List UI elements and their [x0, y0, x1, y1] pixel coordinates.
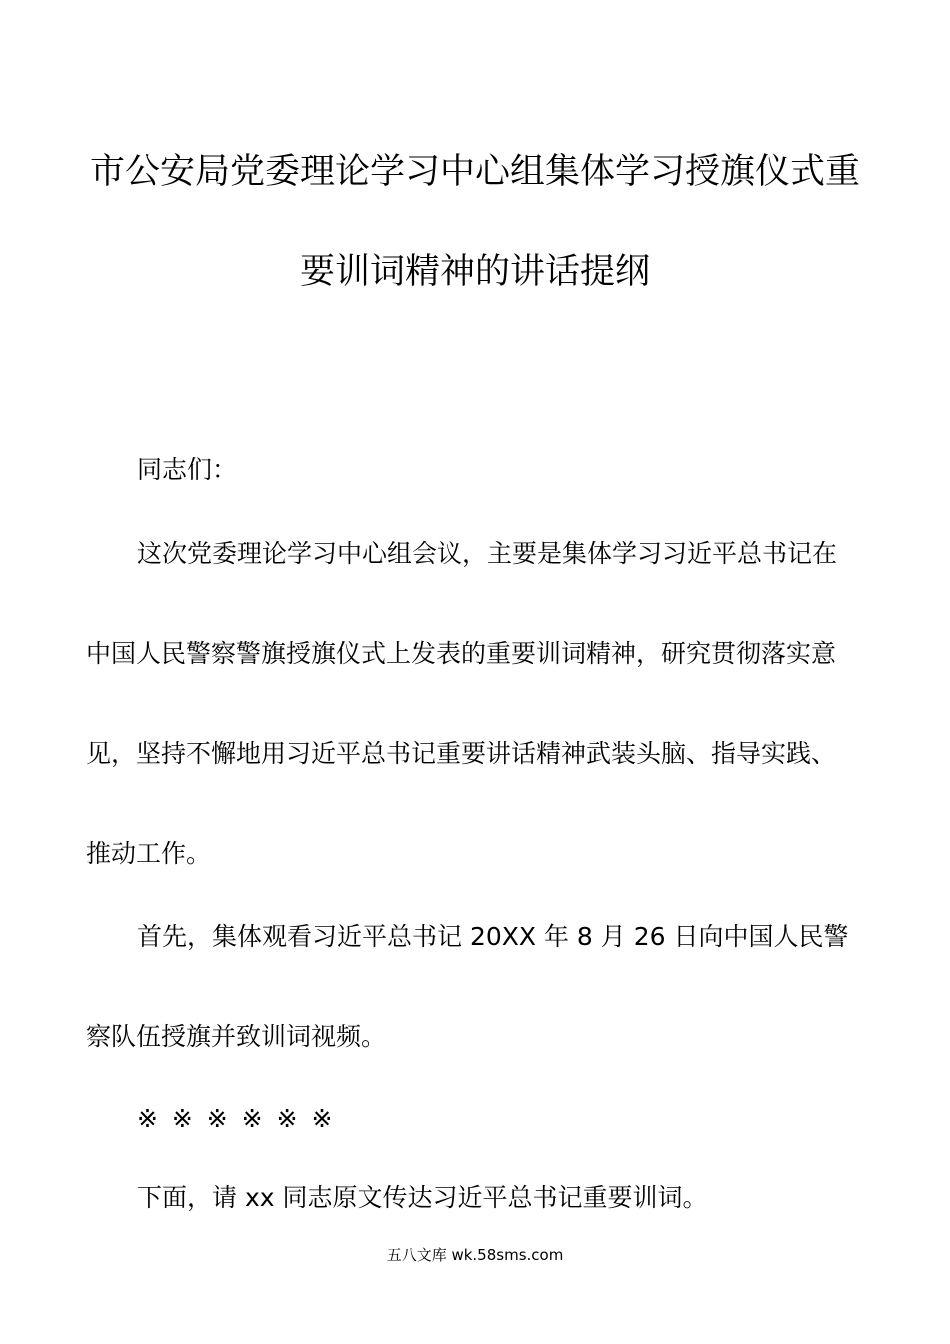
footer-watermark: 五八文库 wk.58sms.com	[386, 1246, 564, 1264]
paragraph-3: 下面，请 xx 同志原文传达习近平总书记重要训词。	[137, 1183, 708, 1212]
paragraph-1-line-3: 见，坚持不懈地用习近平总书记重要讲话精神武装头脑、指导实践、	[86, 739, 837, 768]
salutation: 同志们：	[137, 455, 238, 484]
paragraph-2-line-1: 首先，集体观看习近平总书记 20XX 年 8 月 26 日向中国人民警	[137, 922, 849, 951]
paragraph-1-line-2: 中国人民警察警旗授旗仪式上发表的重要训词精神，研究贯彻落实意	[86, 639, 837, 668]
paragraph-1-line-1: 这次党委理论学习中心组会议，主要是集体学习习近平总书记在	[137, 539, 838, 568]
paragraph-2-line-2: 察队伍授旗并致训词视频。	[86, 1022, 387, 1051]
document-title-line-1: 市公安局党委理论学习中心组集体学习授旗仪式重	[89, 152, 860, 192]
section-separator: ※ ※ ※ ※ ※ ※	[137, 1104, 333, 1133]
document-title-line-2: 要训词精神的讲话提纲	[299, 252, 650, 292]
paragraph-1-line-4: 推动工作。	[86, 839, 212, 868]
